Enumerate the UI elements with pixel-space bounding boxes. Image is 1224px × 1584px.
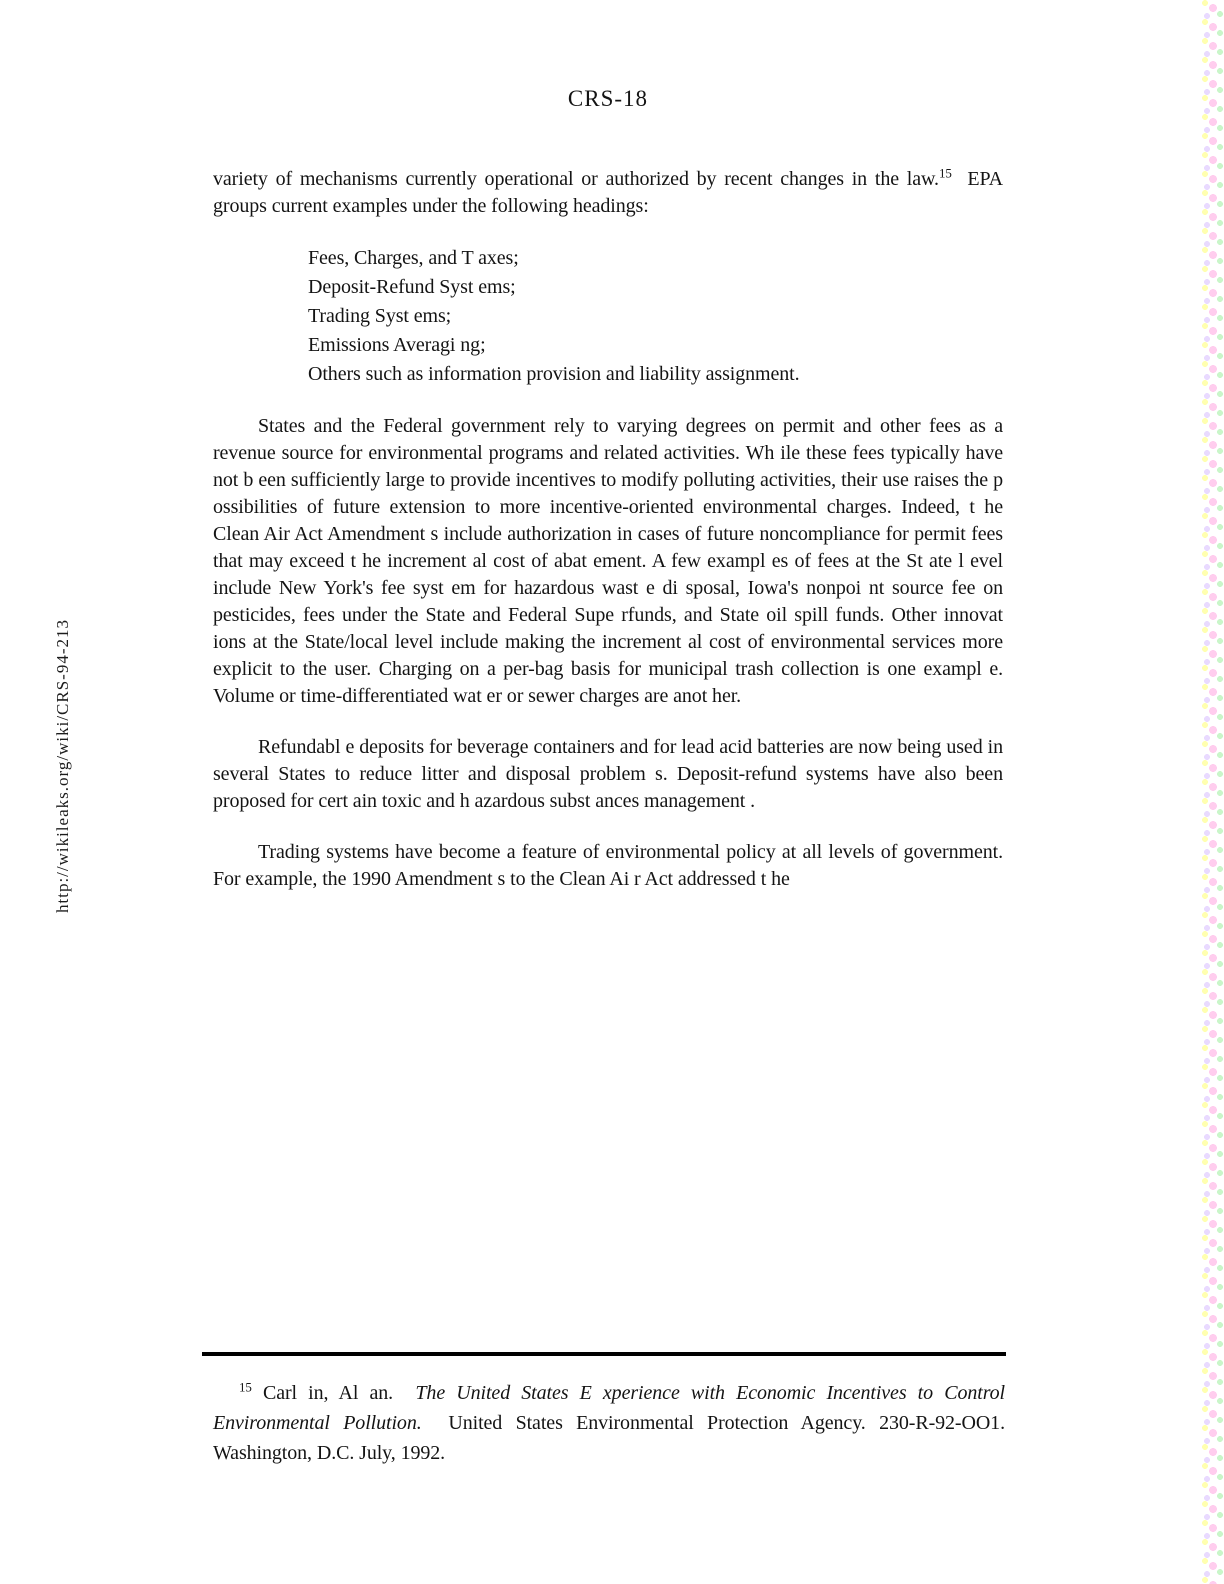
paragraph-intro	[213, 166, 1003, 220]
paragraph-intro-text: variety of mechanisms currently operational or authorized by recent changes in the law.	[213, 168, 939, 190]
page-number-header: CRS-18	[567, 86, 649, 111]
list-item: Fees, Charges, and T axes;	[308, 247, 519, 269]
footnote	[213, 1378, 1005, 1468]
document-body	[213, 166, 1003, 917]
list-item: Trading Syst ems;	[308, 305, 452, 327]
footnote-divider-rule	[202, 1352, 1006, 1356]
list-item: Deposit-Refund Syst ems;	[308, 276, 516, 298]
list-item: Emissions Averagi ng;	[308, 334, 486, 356]
wikileaks-url-watermark: http://wikileaks.org/wiki/CRS-94-213	[53, 619, 72, 913]
footnote-number: 15	[239, 1379, 252, 1395]
paragraph-deposits: Refundabl e deposits for beverage containers and for lead acid batteries are now being used in several States to reduce litter and disposal problem s. Deposit-refund systems have also been proposed for cert ain toxic and h azardous subst ances management .	[213, 736, 1003, 812]
list-item: Others such as information provision and liability assignment.	[308, 363, 800, 385]
paragraph-fees: States and the Federal government rely to varying degrees on permit and other fees as a revenue source for environmental programs and related activities. Wh ile these fees typically have not b een sufficiently large to provide incentives to modify polluting activities, their use raises the p ossibilities of future extension to more incentive-oriented environmental charges. Indeed, t he Clean Air Act Amendment s include authorization in cases of future noncompliance for permit fees that may exceed t he increment al cost of abat ement. A few exampl es of fees at the St ate l evel include New York's fee syst em for hazardous wast e di sposal, Iowa's nonpoi nt source fee on pesticides, fees under the State and Federal Supe rfunds, and State oil spill funds. Other innovat ions at the State/local level include making the increment al cost of environmental services more explicit to the user. Charging on a per-bag basis for municipal trash collection is one exampl e. Volume or time-differentiated wat er or sewer charges are anot her.	[213, 415, 1003, 707]
scan-edge-pattern	[1198, 0, 1224, 1584]
epa-headings-list	[308, 244, 1003, 389]
paragraph-intro-text-after: EPA groups current examples under the following headings:	[213, 168, 1003, 217]
footnote-title: The United States E xperience with Economic Incentives to Control Environmental Pollution.	[213, 1382, 1005, 1434]
footnote-author: Carl in, Al an.	[262, 1382, 394, 1404]
footnote-reference-marker: 15	[938, 165, 952, 181]
paragraph-trading: Trading systems have become a feature of environmental policy at all levels of government. For example, the 1990 Amendment s to the Clean Ai r Act addressed t he	[213, 841, 1003, 890]
footnote-publisher: United States Environmental Protection Agency. 230-R-92-OO1. Washington, D.C. July, 1992.	[213, 1412, 1005, 1464]
